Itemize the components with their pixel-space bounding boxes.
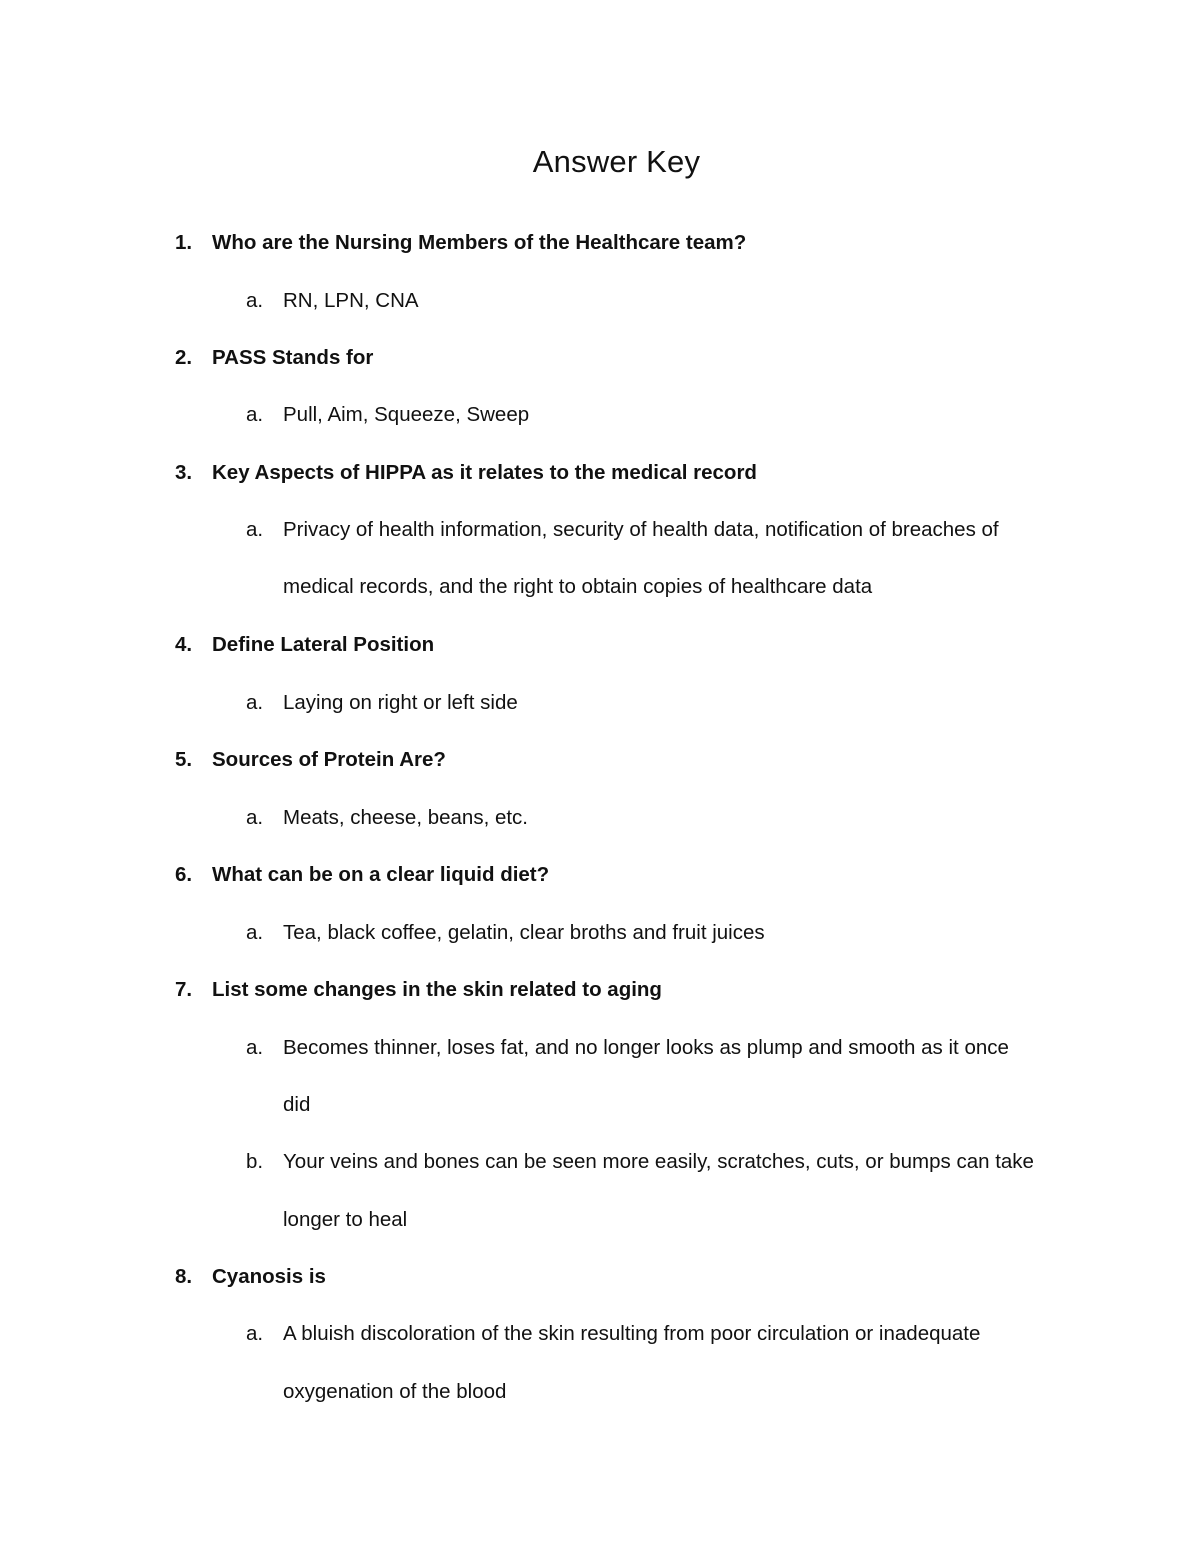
question-number: 8. bbox=[175, 1265, 193, 1288]
question-number: 1. bbox=[175, 231, 193, 254]
question-number: 4. bbox=[175, 633, 193, 656]
answer-text: Becomes thinner, loses fat, and no longer looks as plump and smooth as it once bbox=[283, 1036, 1009, 1059]
answer-letter: a. bbox=[246, 1322, 264, 1345]
answer-letter: a. bbox=[246, 289, 264, 312]
question-number: 3. bbox=[175, 461, 193, 484]
answer-text: Tea, black coffee, gelatin, clear broths and fruit juices bbox=[283, 921, 765, 944]
question-text: PASS Stands for bbox=[212, 346, 374, 369]
page-title: Answer Key bbox=[532, 144, 701, 179]
answer-text: A bluish discoloration of the skin resulting from poor circulation or inadequate bbox=[283, 1322, 981, 1345]
question-text: Cyanosis is bbox=[212, 1265, 326, 1288]
question-number: 6. bbox=[175, 863, 193, 886]
answer-letter: a. bbox=[246, 403, 264, 426]
answer-text-continued: longer to heal bbox=[283, 1208, 408, 1231]
answer-text: Meats, cheese, beans, etc. bbox=[283, 806, 528, 829]
question-text: Define Lateral Position bbox=[212, 633, 435, 656]
question-number: 5. bbox=[175, 748, 193, 771]
answer-text-continued: oxygenation of the blood bbox=[283, 1380, 507, 1403]
question-text: Key Aspects of HIPPA as it relates to the medical record bbox=[212, 461, 757, 484]
answer-text: Pull, Aim, Squeeze, Sweep bbox=[283, 403, 530, 426]
answer-text-continued: medical records, and the right to obtain copies of healthcare data bbox=[283, 575, 873, 598]
answer-text: Your veins and bones can be seen more easily, scratches, cuts, or bumps can take bbox=[283, 1150, 1034, 1173]
answer-text-continued: did bbox=[283, 1093, 311, 1116]
answer-letter: a. bbox=[246, 921, 264, 944]
question-number: 7. bbox=[175, 978, 193, 1001]
answer-letter: b. bbox=[246, 1150, 264, 1173]
answer-text: Laying on right or left side bbox=[283, 691, 518, 714]
answer-text: RN, LPN, CNA bbox=[283, 289, 419, 312]
answer-letter: a. bbox=[246, 806, 264, 829]
answer-letter: a. bbox=[246, 691, 264, 714]
question-text: Sources of Protein Are? bbox=[212, 748, 446, 771]
answer-letter: a. bbox=[246, 1036, 264, 1059]
question-text: Who are the Nursing Members of the Healthcare team? bbox=[212, 231, 747, 254]
answer-text: Privacy of health information, security of health data, notification of breaches of bbox=[283, 518, 999, 541]
question-text: List some changes in the skin related to aging bbox=[212, 978, 662, 1001]
question-text: What can be on a clear liquid diet? bbox=[212, 863, 550, 886]
question-number: 2. bbox=[175, 346, 193, 369]
answer-letter: a. bbox=[246, 518, 264, 541]
